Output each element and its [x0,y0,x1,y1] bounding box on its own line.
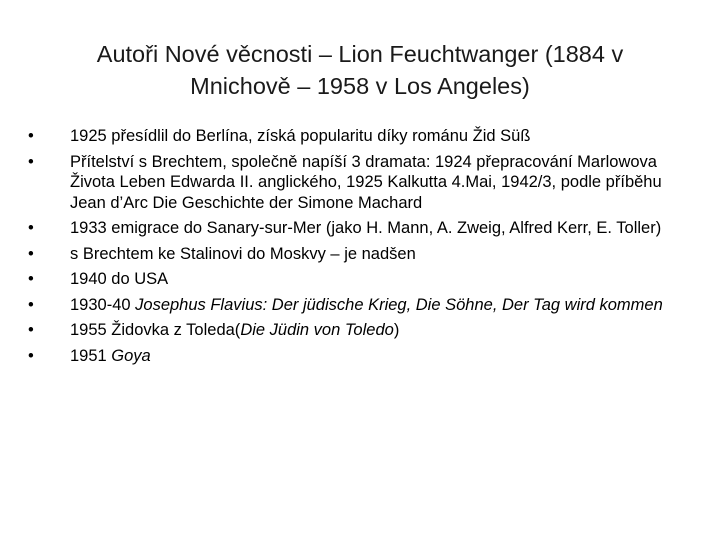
list-item [28,346,692,367]
list-item-text [70,321,399,339]
list-item-prefix: 1951 [70,346,112,365]
bullet-icon: • [28,127,34,145]
slide-title [40,38,680,102]
slide-title-line-2: Mnichově – 1958 v Los Angeles) [190,73,530,99]
bullet-icon: • [28,346,34,365]
bullet-list [28,126,692,371]
bullet-icon: • [28,152,34,171]
list-item-text: Přítelství s Brechtem, společně napíší 3 dramata: 1924 přepracování Marlowova Života Leben Edwarda II. anglického, 1925 Kalkutta 4.Mai, 1942/3, podle příběhu Jean d’Arc Die Geschichte der Simone Machard [70,152,662,212]
bullet-icon: • [28,219,34,237]
list-item-suffix: ) [393,321,400,339]
book-titles: Josephus Flavius: Der jüdische Krieg, Die Söhne, Der Tag wird kommen [135,295,663,314]
list-item [28,126,692,147]
list-item-text [70,296,663,314]
list-item [28,244,692,265]
slide-title-line-1: Autoři Nové věcnosti – Lion Feuchtwanger (1884 v [96,41,624,67]
list-item-prefix: 1955 Židovka z Toleda( [70,321,241,339]
list-item-text: 1933 emigrace do Sanary-sur-Mer (jako H. Mann, A. Zweig, Alfred Kerr, E. Toller) [70,219,662,237]
book-title: Goya [111,346,151,365]
bullet-icon: • [28,321,34,339]
bullet-icon: • [28,295,34,314]
list-item-text: 1925 přesídlil do Berlína, získá popularitu díky románu Žid Süß [70,127,531,145]
bullet-icon: • [28,244,34,263]
list-item [28,295,692,316]
bullet-icon: • [28,270,34,288]
list-item [28,269,692,290]
list-item [28,320,692,341]
list-item [28,152,692,214]
list-item-prefix: 1930-40 [70,295,136,314]
book-title: Die Jüdin von Toledo [240,321,394,339]
list-item-text [70,347,151,365]
list-item [28,218,692,239]
list-item-text: s Brechtem ke Stalinovi do Moskvy – je nadšen [70,244,416,263]
list-item-text: 1940 do USA [70,270,169,288]
